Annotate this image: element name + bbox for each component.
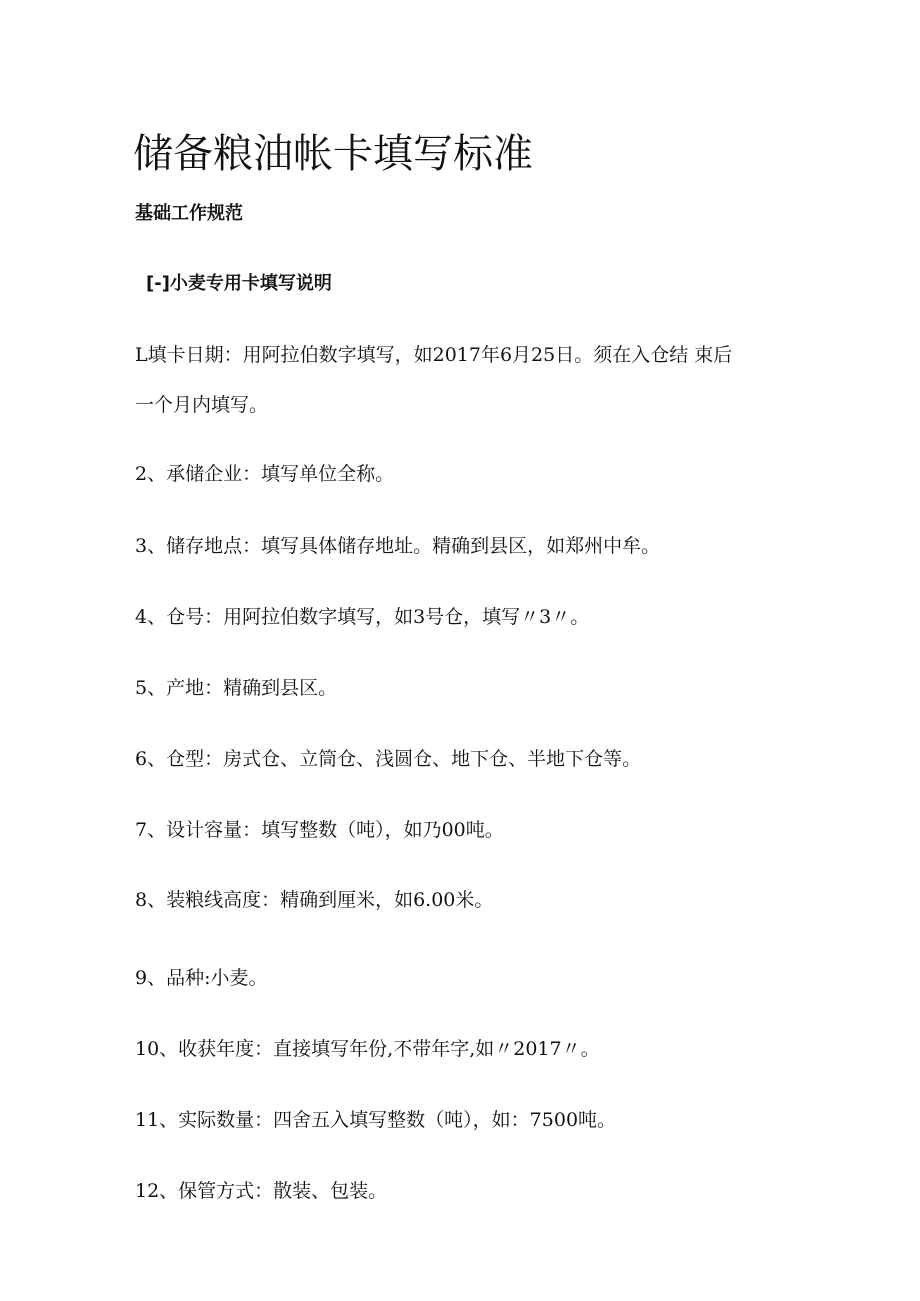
section-heading: [-]小麦专用卡填写说明: [146, 273, 332, 294]
paragraph-line: 7、设计容量：填写整数（吨），如乃00吨。: [135, 819, 504, 841]
paragraph-line: 8、装粮线高度：精确到厘米，如6.00米。: [135, 889, 494, 911]
paragraph-line: 5、产地：精确到县区。: [135, 677, 338, 699]
page-title: 储备粮油帐卡填写标准: [133, 131, 533, 177]
paragraph-line: 一个月内填写。: [135, 394, 269, 416]
paragraph-line: 12、保管方式：散装、包装。: [135, 1180, 388, 1202]
paragraph-line: 4、仓号：用阿拉伯数字填写，如3号仓，填写〃3〃。: [135, 606, 590, 628]
paragraph-line: 3、储存地点：填写具体储存地址。精确到县区，如郑州中牟。: [135, 535, 661, 557]
paragraph-line: 11、实际数量：四舍五入填写整数（吨），如：7500吨。: [135, 1109, 617, 1131]
paragraph-line: 10、收获年度：直接填写年份,不带年字,如〃2017〃。: [135, 1038, 600, 1060]
paragraph-line: 9、品种:小麦。: [135, 967, 268, 989]
paragraph-line: 6、仓型：房式仓、立筒仓、浅圆仓、地下仓、半地下仓等。: [135, 748, 642, 770]
paragraph-line: 2、承储企业：填写单位全称。: [135, 463, 395, 485]
document-subtitle: 基础工作规范: [135, 203, 243, 224]
paragraph-line: L填卡日期：用阿拉伯数字填写，如2017年6月25日。须在入仓结 束后: [135, 344, 733, 366]
